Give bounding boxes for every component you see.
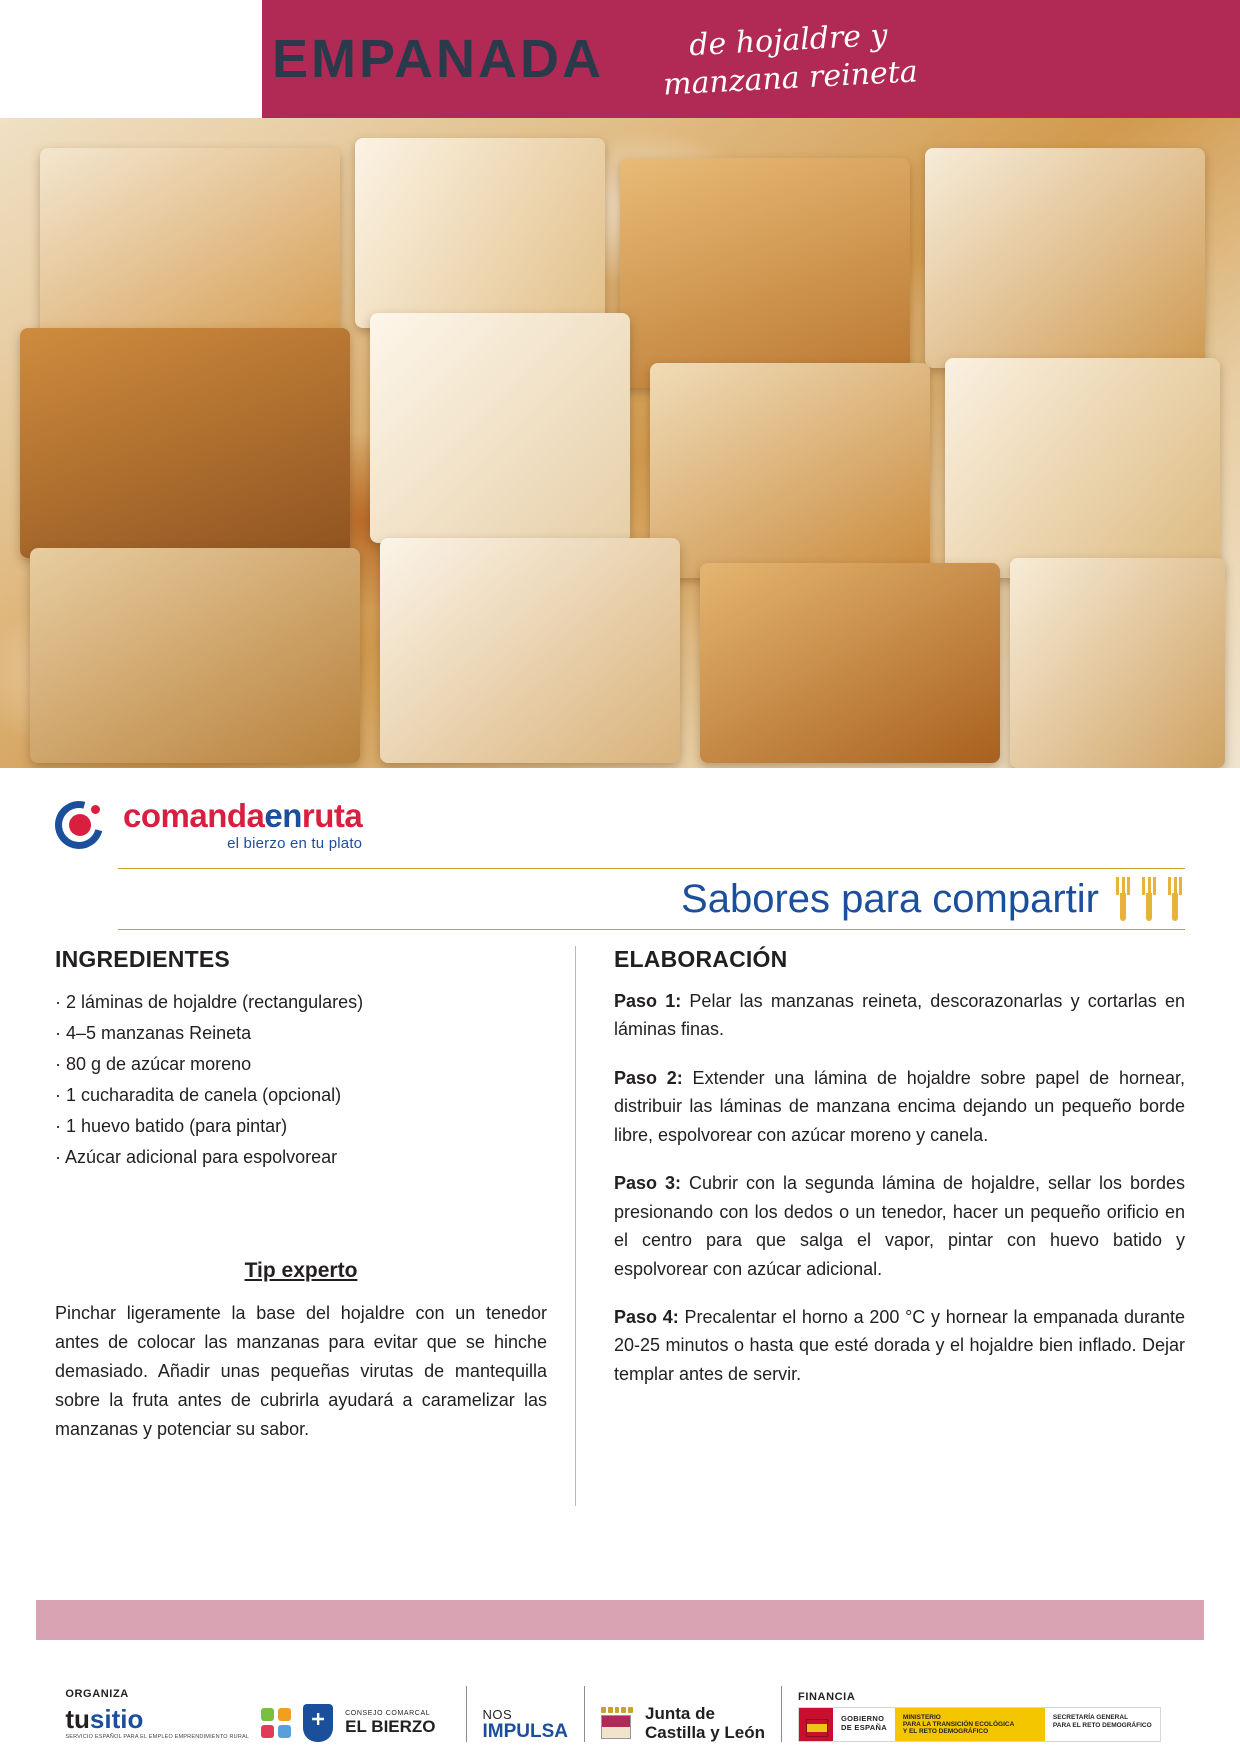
step-item [614,1169,1185,1283]
financia-label: FINANCIA [798,1691,856,1703]
list-item: · Azúcar adicional para espolvorear [55,1146,338,1167]
tagline-text: Sabores para compartir [681,876,1099,921]
brand-tagline: el bierzo en tu plato [227,835,363,852]
junta-line2: Castilla y León [645,1722,766,1742]
brand-row [0,768,1240,868]
brand-name-part1: comanda [123,797,265,834]
organiza-logos [65,1704,435,1742]
header-white-block [0,0,262,118]
gobierno-line1: GOBIERNO [841,1714,885,1723]
pastry-piece [380,538,680,763]
recipe-content [55,946,1185,1506]
tagline-bar [118,868,1185,930]
recipe-photo [0,118,1240,768]
spain-flag-icon [799,1708,833,1741]
gobierno-text [833,1708,895,1741]
ministerio-line2: PARA LA TRANSICIÓN ECOLÓGICA [902,1721,1015,1728]
nos-impulsa-line1: NOS [482,1707,513,1723]
ministerio-line3: Y EL RETO DEMOGRÁFICO [902,1728,989,1735]
tusitio-logo [65,1703,250,1741]
header-subtitle-line1: de hojaldre y [688,17,889,63]
list-item: · 1 cucharadita de canela (opcional) [55,1084,342,1105]
brand-text [123,799,362,851]
junta-crest-icon [601,1707,633,1741]
elaboration-column [592,946,1185,1506]
junta-line1: Junta de [645,1704,715,1724]
pastry-piece [40,148,340,358]
tip-text: Pinchar ligeramente la base del hojaldre con un tenedor antes de colocar las manzanas para evitar que se hinche demasiado. Añadir unas pequeñas virutas de mantequilla sobre la fruta antes de cubrirla ayudará a caramelizar las manzanas y potenciar su sabor. [55,1302,547,1440]
pastry-piece [370,313,630,543]
brand-name-part3: ruta [301,797,363,834]
gobierno-espana-logo [798,1707,1161,1742]
ministerio-block [895,1708,1045,1741]
step-item [614,987,1185,1044]
comandaenruta-logo-icon [55,799,111,851]
consejo-comarcal-shield-icon [303,1704,333,1742]
organiza-group [65,1688,449,1742]
list-item: · 80 g de azúcar moreno [55,1053,252,1074]
pastry-piece [20,328,350,558]
fork-icon [1167,877,1183,921]
step-text: Extender una lámina de hojaldre sobre papel de hornear, distribuir las láminas de manzana encima dejando un pequeño borde libre, espolvorear con azúcar moreno y canela. [614,1067,1185,1145]
pastry-piece [30,548,360,763]
step-text: Precalentar el horno a 200 °C y hornear la empanada durante 20-25 minutos o hasta que esté dorada y el hojaldre bien inflado. Dejar templar antes de servir. [614,1306,1185,1384]
fork-icon [1115,877,1131,921]
brand-name-part2: en [264,797,302,834]
fork-icon [1141,877,1157,921]
page-title: EMPANADA [272,29,604,89]
elaboration-heading: ELABORACIÓN [614,946,788,972]
junta-text [645,1705,765,1742]
ingredients-heading: INGREDIENTES [55,946,230,972]
pinwheel-icon [261,1708,291,1738]
footer-color-band [0,1600,1240,1640]
column-divider [575,946,576,1506]
junta-group [601,1705,765,1742]
ingredients-list [55,987,547,1173]
consejo-comarcal-line1: CONSEJO COMARCAL [345,1709,431,1717]
tusitio-name-part1: tu [65,1703,90,1734]
nos-impulsa-line2: IMPULSA [482,1721,569,1743]
list-item: · 4–5 manzanas Reineta [55,1022,252,1043]
tip-heading: Tip experto [244,1258,358,1282]
nos-impulsa-logo [483,1708,569,1742]
list-item: · 2 láminas de hojaldre (rectangulares) [55,992,364,1012]
pastry-piece [620,158,910,388]
pastry-piece [945,358,1220,578]
header-subtitle [660,15,918,103]
list-item: · 1 huevo batido (para pintar) [55,1115,288,1136]
step-label: Paso 3: [614,1173,681,1194]
step-text: Pelar las manzanas reineta, descorazonarlas y cortarlas en láminas finas. [614,991,1186,1040]
organiza-label: ORGANIZA [65,1688,129,1700]
footer-divider [781,1686,782,1742]
financia-block [798,1691,1161,1742]
footer-divider [466,1686,467,1742]
step-label: Paso 4: [614,1306,679,1327]
pastry-piece [355,138,605,328]
pastry-piece [925,148,1205,368]
footer-divider [584,1686,585,1742]
organiza-block [65,1688,435,1742]
pastry-piece [650,363,930,578]
pastry-piece [1010,558,1225,768]
secretaria-line1: SECRETARÍA GENERAL [1052,1714,1129,1721]
secretaria-block [1045,1708,1160,1741]
step-text: Cubrir con la segunda lámina de hojaldre, sellar los bordes presionando con los dedos o un tenedor, hacer un pequeño orificio en el centro para que salga el vapor, pintar con huevo batido y espolvorear con azúcar adicional. [614,1173,1185,1279]
nos-impulsa-group [483,1708,569,1742]
step-label: Paso 2: [614,1067,683,1088]
consejo-comarcal-line2: EL BIERZO [345,1716,436,1736]
ingredients-column [55,946,575,1506]
gobierno-line2: DE ESPAÑA [841,1723,887,1733]
step-item [614,1303,1185,1388]
tusitio-name-part2: sitio [89,1703,144,1734]
pastry-piece [700,563,1000,763]
header-subtitle-line2: manzana reineta [662,53,919,102]
step-label: Paso 1: [614,991,682,1011]
ministerio-line1: MINISTERIO [902,1714,941,1721]
step-item [614,1064,1185,1149]
secretaria-line2: PARA EL RETO DEMOGRÁFICO [1052,1722,1152,1730]
footer-logos [0,1640,1240,1748]
fork-icons [1115,877,1183,921]
consejo-comarcal-text [345,1710,435,1736]
page-header [0,0,1240,118]
tusitio-subtitle: SERVICIO ESPAÑOL PARA EL EMPLEO EMPRENDIMIENTO RURAL [65,1733,250,1740]
